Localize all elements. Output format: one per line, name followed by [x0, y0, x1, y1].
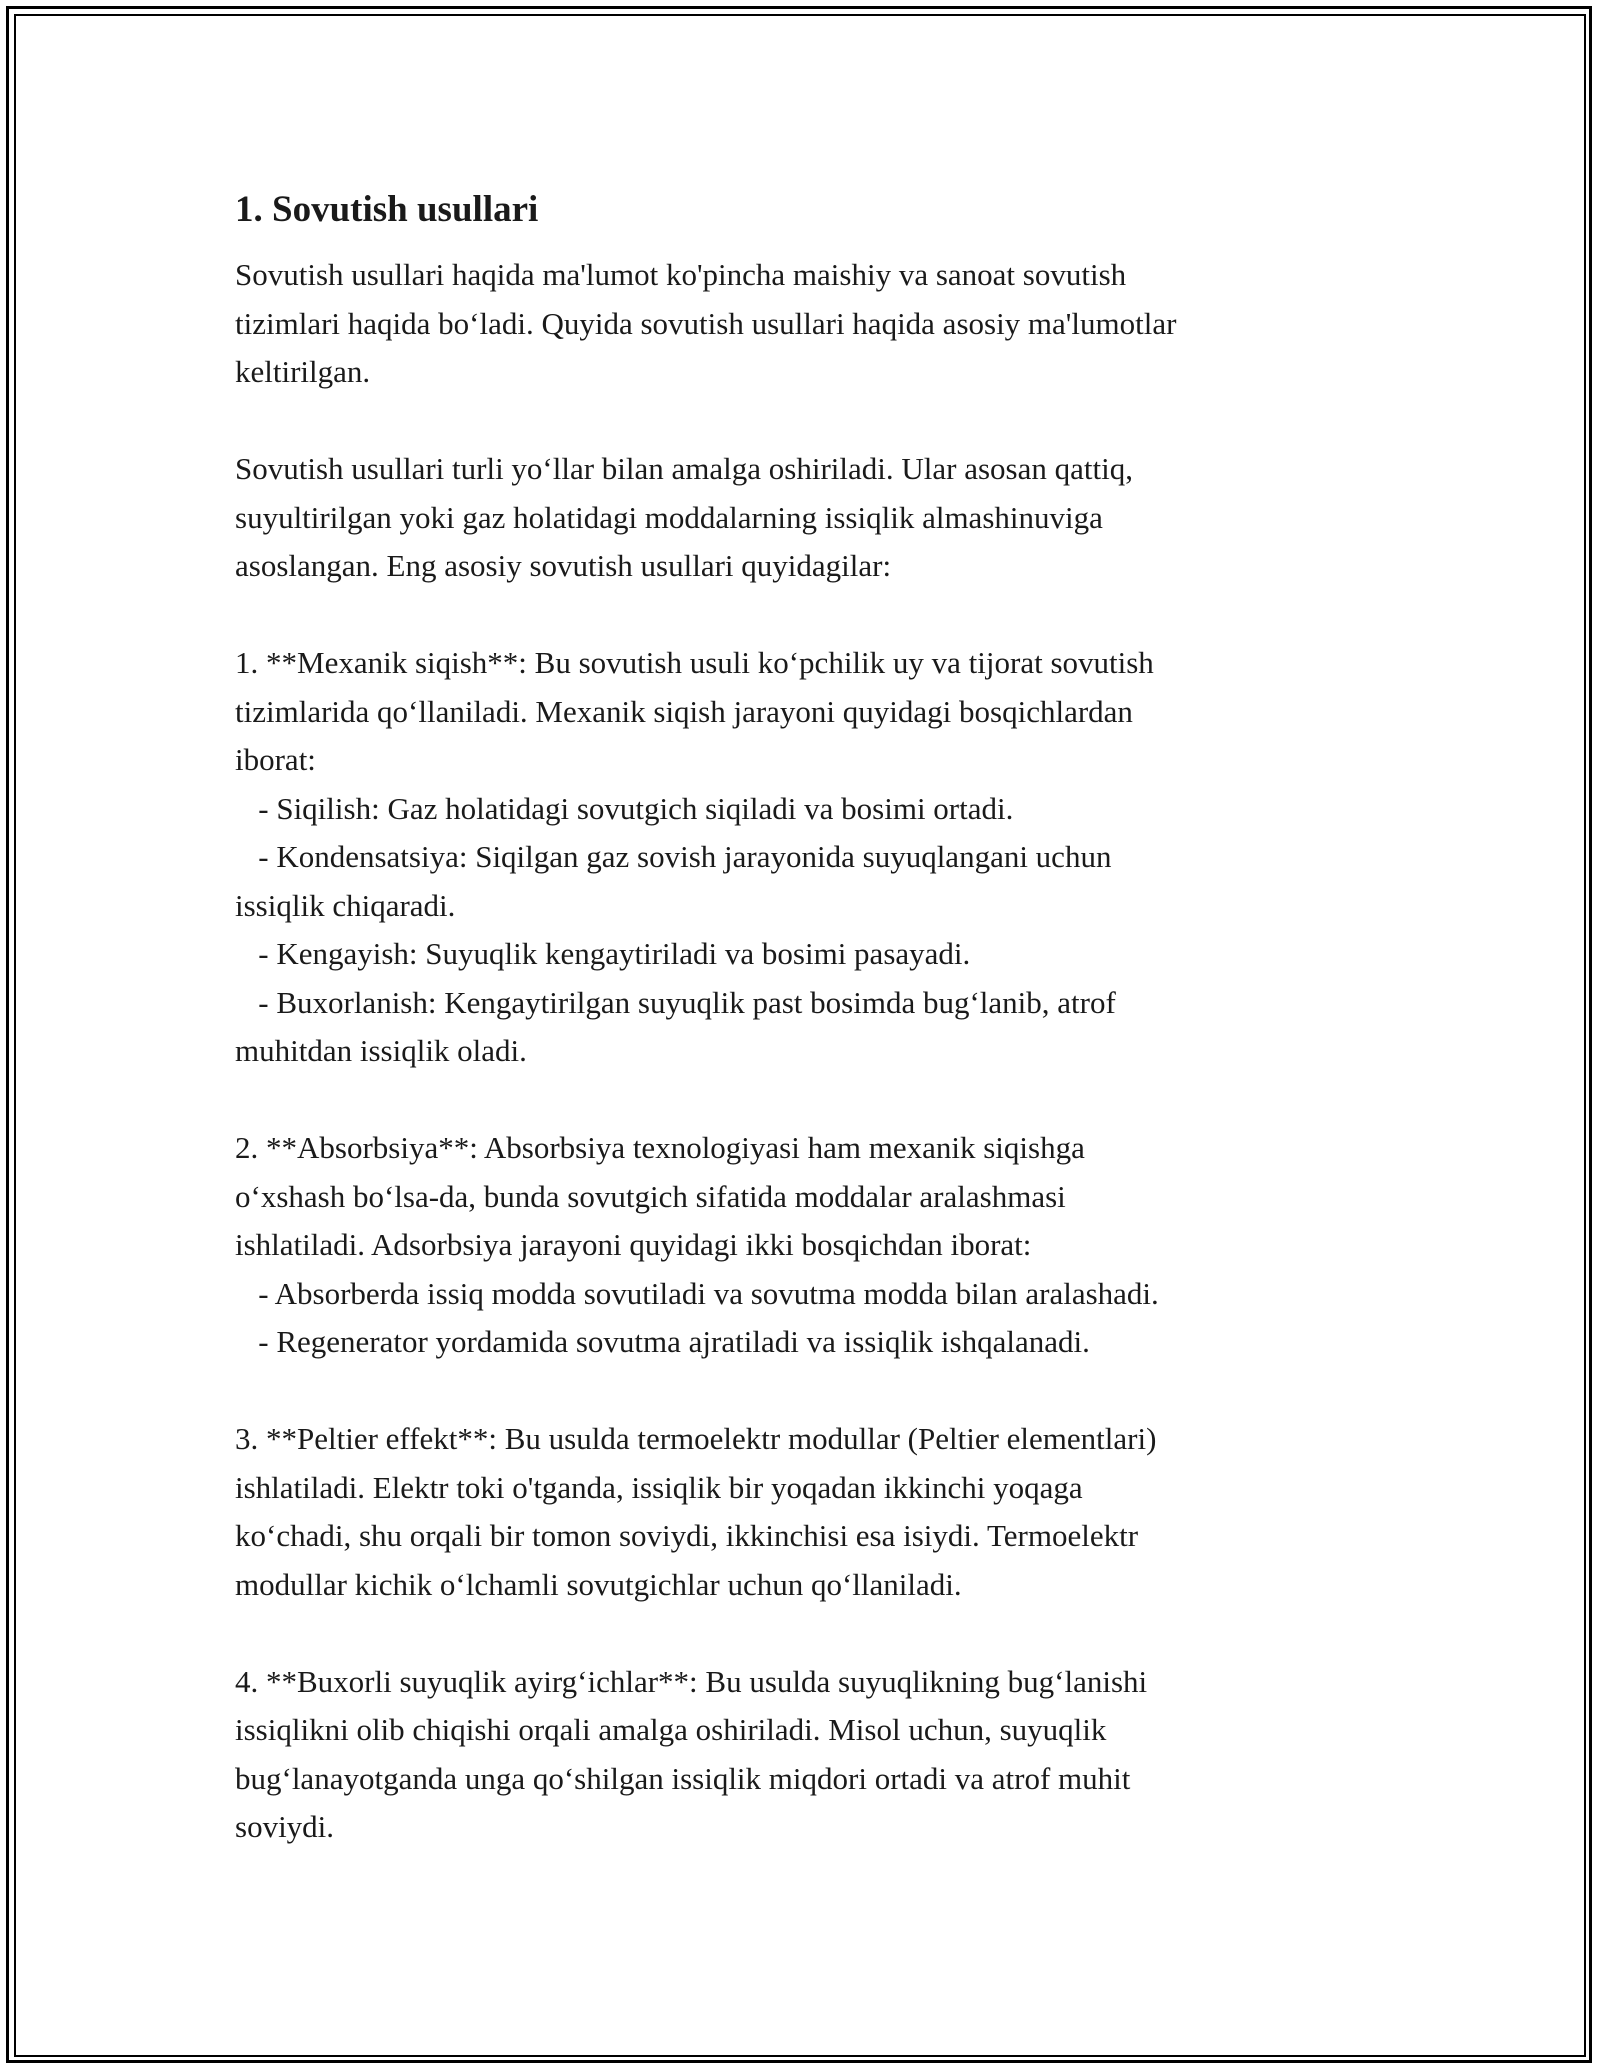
intro-paragraph: Sovutish usullari haqida ma'lumot ko'pincha maishiy va sanoat sovutish tizimlari haqida bo‘ladi. Quyida sovutish usullari haqida asosiy ma'lumotlar keltirilgan. — [235, 257, 1177, 389]
blank-line — [235, 1367, 1365, 1416]
overview-paragraph: Sovutish usullari turli yo‘llar bilan amalga oshiriladi. Ular asosan qattiq, suyultirilgan yoki gaz holatidagi moddalarning issiqlik almashinuviga asoslangan. Eng asosiy sovutish usullari quyidagilar: — [235, 451, 1133, 583]
blank-line — [235, 397, 1365, 446]
method-absorption: 2. **Absorbsiya**: Absorbsiya texnologiyasi ham mexanik siqishga o‘xshash bo‘lsa-da, bunda sovutgich sifatida moddalar aralashmasi ishlatiladi. Adsorbsiya jarayoni quyidagi ikki bosqichdan iborat: - Absorberda issiq modda sovutiladi va sovutma modda bilan aralashadi. - Regenerator yordamida sovutma ajratiladi va issiqlik ishqalanadi. — [235, 1130, 1159, 1359]
method-mechanical-compression: 1. **Mexanik siqish**: Bu sovutish usuli ko‘pchilik uy va tijorat sovutish tizimlarida qo‘llaniladi. Mexanik siqish jarayoni quyidagi bosqichlardan iborat: - Siqilish: Gaz holatidagi sovutgich siqiladi va bosimi ortadi. - Kondensatsiya: Siqilgan gaz sovish jarayonida suyuqlangani uchun issiqlik chiqaradi. - Kengayish: Suyuqlik kengaytiriladi va bosimi pasayadi. - Buxorlanish: Kengaytirilgan suyuqlik past bosimda bug‘lanib, atrof muhitdan issiqlik oladi. — [235, 645, 1154, 1068]
blank-line — [235, 1076, 1365, 1125]
page-title: 1. Sovutish usullari — [235, 189, 539, 230]
document-body — [235, 186, 1365, 1852]
blank-line — [235, 1609, 1365, 1658]
method-evaporative-separators: 4. **Buxorli suyuqlik ayirg‘ichlar**: Bu usulda suyuqlikning bug‘lanishi issiqlikni olib chiqishi orqali amalga oshiriladi. Misol uchun, suyuqlik bug‘lanayotganda unga qo‘shilgan issiqlik miqdori ortadi va atrof muhit soviydi. — [235, 1663, 1148, 1844]
blank-line — [235, 591, 1365, 640]
method-peltier: 3. **Peltier effekt**: Bu usulda termoelektr modullar (Peltier elementlari) ishlatiladi. Elektr toki o'tganda, issiqlik bir yoqadan ikkinchi yoqaga ko‘chadi, shu orqali bir tomon soviydi, ikkinchisi esa isiydi. Termoelektr modullar kichik o‘lchamli sovutgichlar uchun qo‘llaniladi. — [235, 1421, 1157, 1602]
